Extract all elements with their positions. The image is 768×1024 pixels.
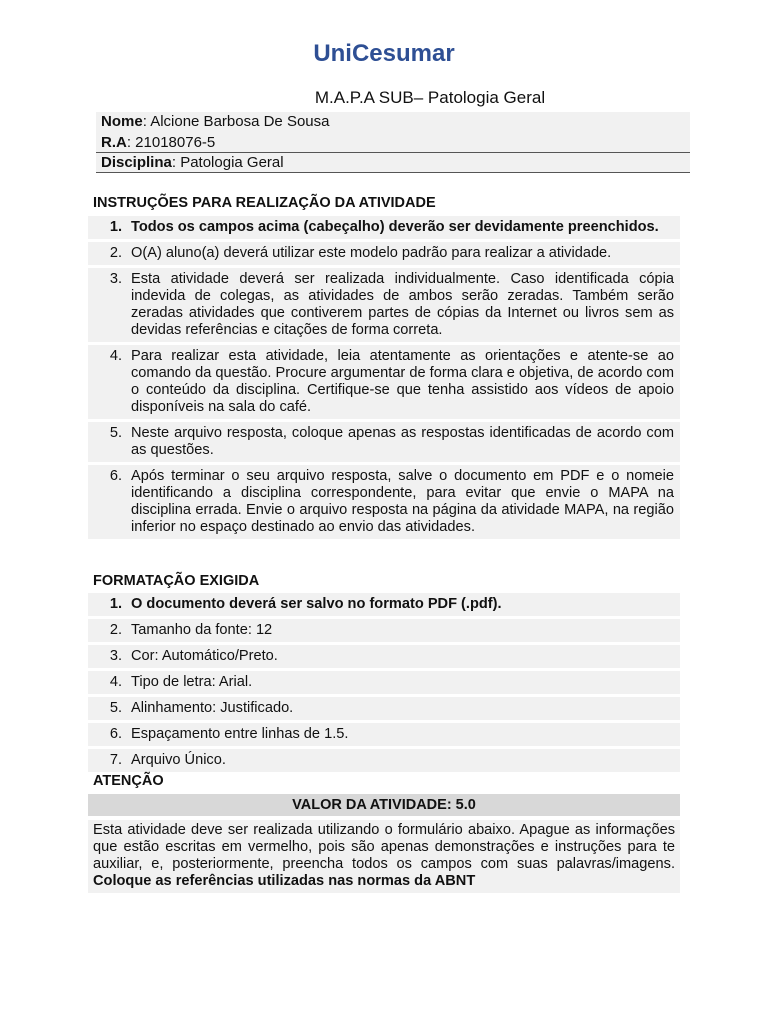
- instructions-heading: INSTRUÇÕES PARA REALIZAÇÃO DA ATIVIDADE: [93, 195, 436, 211]
- item-number: 5.: [109, 700, 122, 716]
- item-number: 5.: [109, 425, 122, 441]
- header-row-nome: [96, 112, 690, 133]
- item-number: 7.: [109, 752, 122, 768]
- item-number: 1.: [109, 596, 122, 612]
- item-text: Após terminar o seu arquivo resposta, salve o documento em PDF e o nomeie identificando a disciplina correspondente, para evitar que envie o MAPA na disciplina errada. Envie o arquivo resposta na página da atividade MAPA, na região inferior no espaço destinado ao envio das atividades.: [131, 468, 674, 535]
- item-text: Arquivo Único.: [131, 752, 226, 768]
- header-row-disciplina: [96, 153, 690, 173]
- item-text: Tamanho da fonte: 12: [131, 622, 273, 638]
- header-label: Disciplina: [101, 154, 172, 171]
- list-item: [88, 593, 680, 616]
- item-text: O documento deverá ser salvo no formato PDF (.pdf).: [131, 596, 502, 612]
- brand-logo-text: UniCesumar: [313, 40, 455, 67]
- list-item: [88, 422, 680, 462]
- item-number: 4.: [109, 674, 122, 690]
- header-label: R.A: [101, 134, 127, 151]
- item-number: 6.: [109, 468, 122, 484]
- list-item: [88, 268, 680, 342]
- item-number: 3.: [109, 648, 122, 664]
- item-number: 6.: [109, 726, 122, 742]
- list-item: [88, 697, 680, 720]
- item-text: Tipo de letra: Arial.: [131, 674, 253, 690]
- item-text: Neste arquivo resposta, coloque apenas as respostas identificadas de acordo com as questões.: [131, 425, 674, 458]
- attention-heading: ATENÇÃO: [93, 773, 164, 789]
- item-text: Para realizar esta atividade, leia atentamente as orientações e atente-se ao comando da questão. Procure argumentar de forma clara e objetiva, de acordo com o conteúdo da disciplina. Certifique-se que tenha assistido aos vídeos de apoio disponíveis na sala do café.: [131, 348, 674, 415]
- list-item: [88, 671, 680, 694]
- instructions-list: [88, 216, 680, 542]
- item-number: 3.: [109, 271, 122, 287]
- item-number: 1.: [109, 219, 122, 235]
- list-item: [88, 216, 680, 239]
- item-text: O(A) aluno(a) deverá utilizar este modelo padrão para realizar a atividade.: [131, 245, 612, 261]
- student-header-table: [96, 112, 690, 173]
- formatting-list: [88, 593, 680, 775]
- header-value: : Patologia Geral: [171, 154, 284, 171]
- header-value: : Alcione Barbosa De Sousa: [142, 113, 330, 130]
- formatting-heading: FORMATAÇÃO EXIGIDA: [93, 573, 260, 589]
- document-title: M.A.P.A SUB– Patologia Geral: [314, 88, 546, 107]
- list-item: [88, 749, 680, 772]
- item-number: 2.: [109, 245, 122, 261]
- item-text: Alinhamento: Justificado.: [131, 700, 294, 716]
- item-number: 4.: [109, 348, 122, 364]
- list-item: [88, 242, 680, 265]
- list-item: [88, 465, 680, 539]
- header-label: Nome: [101, 113, 143, 130]
- list-item: [88, 619, 680, 642]
- list-item: [88, 723, 680, 746]
- activity-value-banner: VALOR DA ATIVIDADE: 5.0: [88, 794, 680, 816]
- attention-note: [88, 820, 680, 893]
- item-text: Esta atividade deverá ser realizada individualmente. Caso identificada cópia indevida de colegas, as atividades de ambos serão zeradas. Também serão zeradas atividades que contiverem partes de cópias da Internet ou livros sem as devidas referências e citações de forma correta.: [131, 271, 674, 338]
- list-item: [88, 645, 680, 668]
- item-text: Todos os campos acima (cabeçalho) deverão ser devidamente preenchidos.: [131, 219, 659, 235]
- note-bold-text: Coloque as referências utilizadas nas normas da ABNT: [93, 873, 476, 889]
- list-item: [88, 345, 680, 419]
- item-text: Cor: Automático/Preto.: [131, 648, 278, 664]
- header-value: : 21018076-5: [126, 134, 216, 151]
- header-row-ra: [96, 133, 690, 153]
- item-number: 2.: [109, 622, 122, 638]
- item-text: Espaçamento entre linhas de 1.5.: [131, 726, 349, 742]
- note-text: Esta atividade deve ser realizada utilizando o formulário abaixo. Apague as informações que estão escritas em vermelho, pois são apenas demonstrações e instruções para te auxiliar, e, posteriormente, preencha todos os campos com suas palavras/imagens.: [93, 822, 675, 872]
